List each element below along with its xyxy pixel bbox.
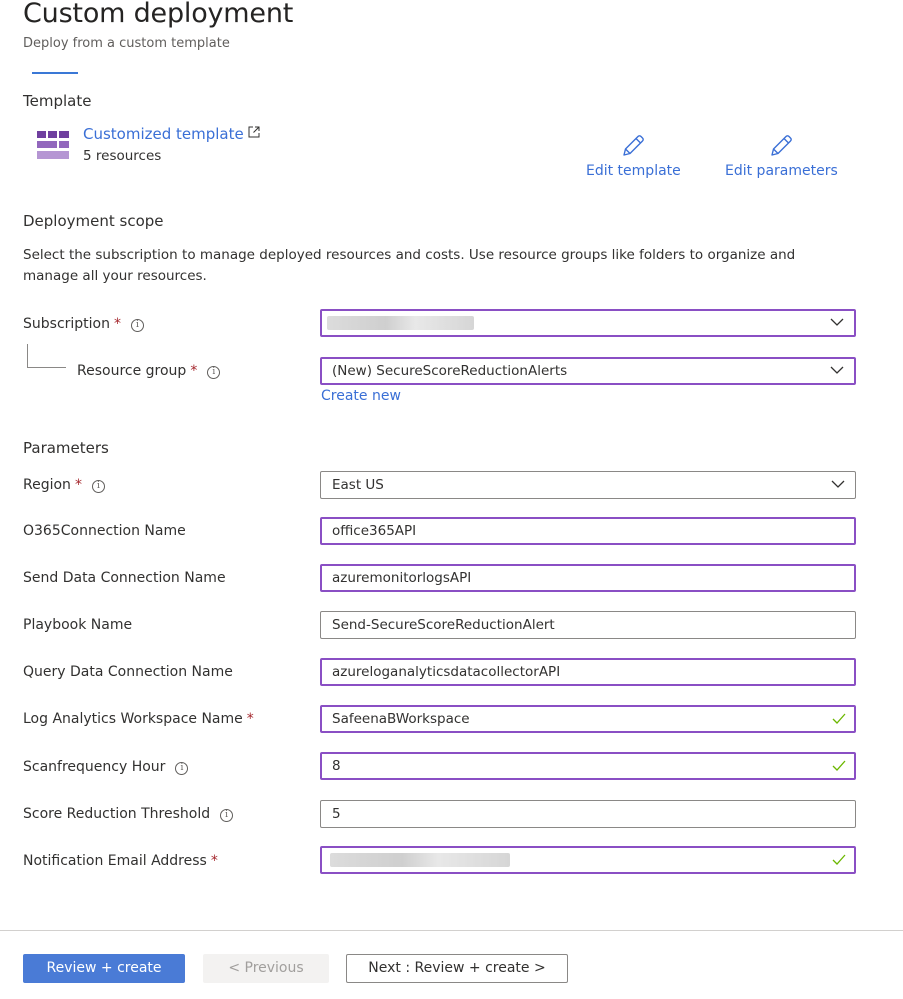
send-data-connection-name-label: Send Data Connection Name (23, 570, 226, 586)
redacted-email (330, 853, 510, 867)
external-link-icon (248, 126, 260, 138)
info-icon[interactable]: i (92, 480, 105, 493)
info-icon[interactable]: i (220, 809, 233, 822)
previous-button[interactable]: < Previous (203, 954, 329, 983)
resource-count: 5 resources (83, 148, 162, 164)
required-asterisk: * (74, 477, 82, 493)
send-data-connection-name-input[interactable] (320, 564, 856, 592)
workspace-name-value: SafeenaBWorkspace (332, 711, 470, 727)
pencil-icon (620, 133, 646, 159)
notification-email-input[interactable] (320, 846, 856, 874)
checkmark-icon (832, 713, 846, 725)
required-asterisk: * (210, 853, 218, 869)
edit-parameters-button[interactable] (725, 133, 838, 179)
region-dropdown[interactable] (320, 471, 856, 499)
o365-connection-name-value: office365API (332, 523, 417, 539)
customized-template-label: Customized template (83, 125, 244, 143)
template-blocks-icon (37, 131, 69, 163)
chevron-down-icon (830, 318, 844, 327)
o365-connection-name-label: O365Connection Name (23, 523, 186, 539)
active-tab-indicator (32, 72, 78, 74)
page-subtitle: Deploy from a custom template (23, 36, 230, 51)
edit-template-button[interactable] (586, 133, 681, 179)
subscription-label-text: Subscription (23, 316, 110, 332)
template-heading: Template (23, 92, 92, 110)
edit-parameters-label: Edit parameters (725, 163, 838, 179)
scanfrequency-hour-label-text: Scanfrequency Hour (23, 759, 166, 775)
info-icon[interactable]: i (175, 762, 188, 775)
scanfrequency-hour-input[interactable] (320, 752, 856, 780)
required-asterisk: * (246, 711, 254, 727)
resource-group-label (77, 363, 220, 379)
tree-connector (27, 344, 66, 368)
workspace-name-input[interactable] (320, 705, 856, 733)
resource-group-value: (New) SecureScoreReductionAlerts (332, 363, 568, 379)
subscription-dropdown[interactable] (320, 309, 856, 337)
playbook-name-label: Playbook Name (23, 617, 133, 633)
parameters-heading: Parameters (23, 439, 109, 457)
page-title: Custom deployment (23, 0, 294, 29)
deployment-scope-description: Select the subscription to manage deployed resources and costs. Use resource groups like folders to organize and manage all your resources. (23, 247, 796, 284)
deployment-scope-heading: Deployment scope (23, 212, 164, 230)
playbook-name-value: Send-SecureScoreReductionAlert (332, 617, 555, 633)
region-label-text: Region (23, 477, 71, 493)
info-icon[interactable]: i (131, 319, 144, 332)
chevron-down-icon (830, 366, 844, 375)
query-data-connection-name-value: azureloganalyticsdatacollectorAPI (332, 664, 561, 680)
checkmark-icon (832, 760, 846, 772)
checkmark-icon (832, 854, 846, 866)
scanfrequency-hour-label (23, 759, 188, 775)
footer-divider (0, 930, 903, 931)
o365-connection-name-input[interactable] (320, 517, 856, 545)
resource-group-dropdown[interactable] (320, 357, 856, 385)
score-reduction-threshold-label (23, 806, 233, 822)
create-new-link[interactable]: Create new (321, 388, 401, 404)
customized-template-link[interactable] (83, 125, 260, 143)
notification-email-label (23, 853, 218, 869)
info-icon[interactable]: i (207, 366, 220, 379)
required-asterisk: * (114, 316, 121, 332)
pencil-icon (768, 133, 794, 159)
subscription-label (23, 316, 144, 332)
chevron-down-icon (831, 480, 845, 489)
required-asterisk: * (190, 363, 198, 379)
score-reduction-threshold-input[interactable] (320, 800, 856, 828)
resource-group-label-text: Resource group (77, 363, 187, 379)
query-data-connection-name-label: Query Data Connection Name (23, 664, 233, 680)
playbook-name-input[interactable] (320, 611, 856, 639)
region-label (23, 477, 105, 493)
region-value: East US (332, 477, 384, 493)
edit-template-label: Edit template (586, 163, 681, 179)
score-reduction-threshold-label-text: Score Reduction Threshold (23, 806, 211, 822)
notification-email-label-text: Notification Email Address (23, 853, 207, 869)
scanfrequency-hour-value: 8 (332, 758, 341, 774)
review-create-button[interactable]: Review + create (23, 954, 185, 983)
redacted-subscription (327, 316, 474, 330)
next-review-create-button[interactable]: Next : Review + create > (346, 954, 568, 983)
workspace-name-label-text: Log Analytics Workspace Name (23, 711, 243, 727)
score-reduction-threshold-value: 5 (332, 806, 341, 822)
send-data-connection-name-value: azuremonitorlogsAPI (332, 570, 472, 586)
query-data-connection-name-input[interactable] (320, 658, 856, 686)
workspace-name-label (23, 711, 254, 727)
